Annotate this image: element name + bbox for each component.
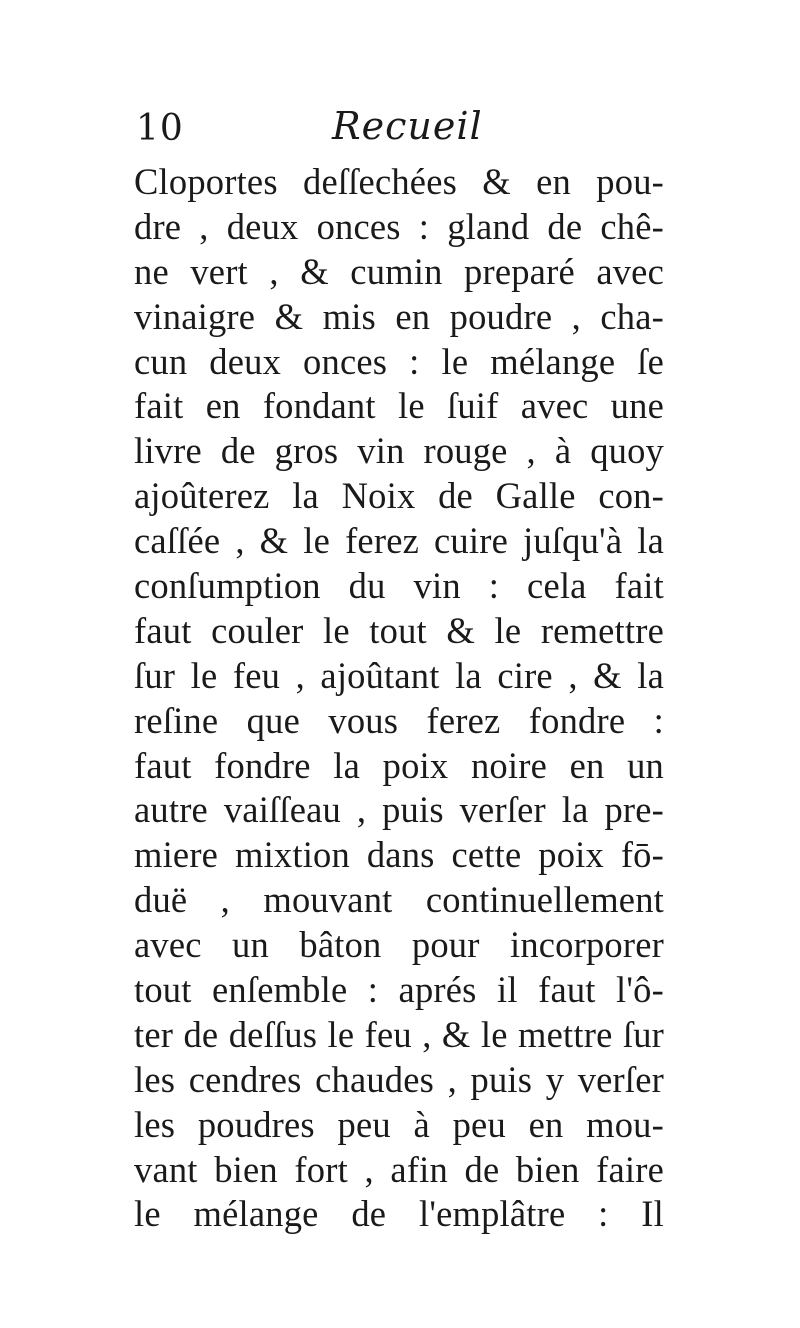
text-line: cun deux onces : le mélange ſe (134, 340, 664, 382)
text-line: faut fondre la poix noire en un (134, 744, 664, 786)
text-line: avec un bâton pour incorporer (134, 924, 664, 966)
text-line: reſine que vous ferez fondre : (134, 699, 664, 741)
text-line: les poudres peu à peu en mou- (134, 1103, 664, 1145)
text-line: tout enſemble : aprés il faut l'ô- (134, 969, 664, 1011)
page-number: 10 (136, 108, 184, 149)
text-line: conſumption du vin : cela fait (134, 565, 664, 607)
text-line: duë , mouvant continuellement (134, 879, 664, 921)
text-line: caſſée , & le ferez cuire juſqu'à la (134, 520, 664, 562)
running-title: Recueil (332, 104, 483, 148)
body-text (134, 160, 664, 1237)
text-line: ajoûterez la Noix de Galle con- (134, 475, 664, 517)
text-line: vant bien fort , afin de bien faire (134, 1148, 664, 1190)
text-line: ter de deſſus le feu , & le mettre ſur (134, 1013, 664, 1055)
text-line: ne vert , & cumin preparé avec (134, 250, 664, 292)
text-line: les cendres chaudes , puis y verſer (134, 1058, 664, 1100)
page-header (136, 100, 656, 156)
text-line: fait en fondant le ſuif avec une (134, 385, 664, 427)
text-line: faut couler le tout & le remettre (134, 609, 664, 651)
text-line: vinaigre & mis en poudre , cha- (134, 295, 664, 337)
text-line: autre vaiſſeau , puis verſer la pre- (134, 789, 664, 831)
text-line: dre , deux onces : gland de chê- (134, 205, 664, 247)
text-line: Cloportes deſſechées & en pou- (134, 161, 664, 202)
text-line: miere mixtion dans cette poix fō- (134, 834, 664, 876)
text-line: le mélange de l'emplâtre : Il (134, 1193, 664, 1235)
text-line: livre de gros vin rouge , à quoy (134, 430, 664, 472)
text-line: ſur le feu , ajoûtant la cire , & la (134, 654, 664, 696)
